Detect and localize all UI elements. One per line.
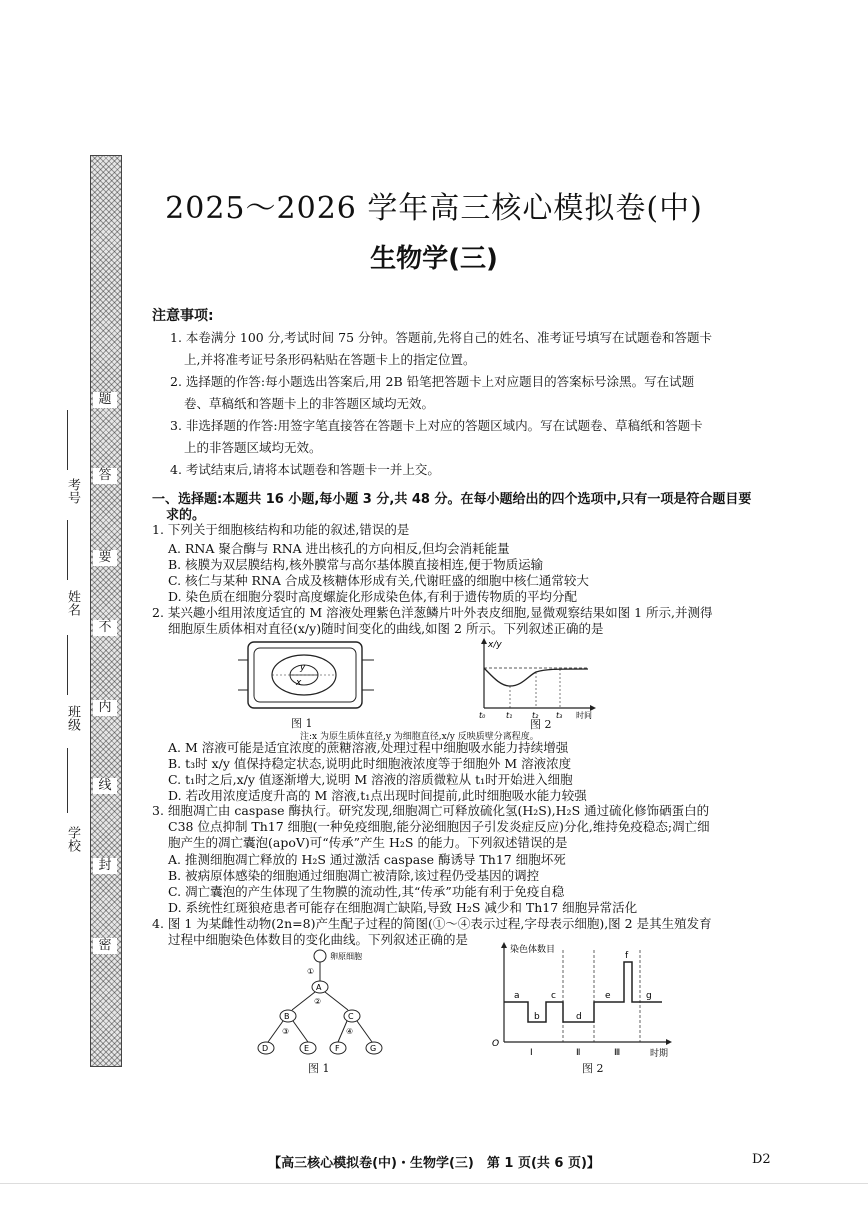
- segment-a: a: [514, 991, 520, 1001]
- tick-t2: t₂: [532, 711, 539, 720]
- question-stem: 过程中细胞染色体数目的变化曲线。下列叙述正确的是: [168, 932, 469, 947]
- label-banji: 班级: [65, 705, 80, 731]
- question-stem: 4. 图 1 为某雌性动物(2n=8)产生配子过程的简图(①～④表示过程,字母表示细胞),图 2 是其生殖发育: [152, 916, 712, 931]
- notice-line: 3. 非选择题的作答:用签字笔直接答在答题卡上对应的答题区域内。写在试题卷、草稿纸和答题卡: [170, 418, 703, 433]
- chromosome-count-chart: [490, 940, 690, 1060]
- label-kaohao: 考号: [65, 478, 80, 504]
- segment-e: e: [605, 991, 611, 1001]
- figure-caption: 图 1: [308, 1062, 330, 1075]
- x-axis-label: 时间: [576, 711, 592, 720]
- origin-label: O: [492, 1039, 500, 1049]
- figure-caption: 图 1: [291, 717, 313, 730]
- figure-caption: 图 2: [530, 718, 552, 731]
- step-4: ④: [346, 1027, 354, 1036]
- ratio-curve-chart: [470, 636, 610, 720]
- y-axis-label: x/y: [488, 640, 502, 650]
- question-stem: 2. 某兴趣小组用浓度适宜的 M 溶液处理紫色洋葱鳞片叶外表皮细胞,显微观察结果如图 1 所示,并测得: [152, 605, 713, 620]
- page-subtitle: 生物学(三): [370, 244, 498, 274]
- node-B: B: [284, 1012, 290, 1021]
- page-title: 2025～2026 学年高三核心模拟卷(中): [165, 191, 703, 226]
- step-1: ①: [307, 967, 315, 976]
- label-xuexiao: 学校: [65, 826, 80, 852]
- option: B. t₃时 x/y 值保持稳定状态,说明此时细胞液浓度等于细胞外 M 溶液浓度: [168, 756, 572, 771]
- section-heading-line: 求的。: [166, 508, 206, 523]
- tick-t3: t₃: [556, 711, 563, 720]
- bottom-divider: [0, 1183, 868, 1184]
- option: D. 系统性红斑狼疮患者可能存在细胞凋亡缺陷,导致 H₂S 减少和 Th17 细胞异常活化: [168, 900, 638, 915]
- option: C. t₁时之后,x/y 值逐渐增大,说明 M 溶液的溶质微粒从 t₁时开始进入细胞: [168, 772, 573, 787]
- label-line: [67, 410, 68, 470]
- section-heading: [152, 492, 792, 524]
- stage-III: Ⅲ: [614, 1048, 621, 1058]
- seal-char: 封: [93, 858, 117, 874]
- option: C. 凋亡囊泡的产生体现了生物膜的流动性,其“传承”功能有利于免疫自稳: [168, 884, 565, 899]
- page-footer: 【高三核心模拟卷(中)・生物学(三) 第 1 页(共 6 页)】: [268, 1156, 600, 1171]
- node-E: E: [304, 1044, 310, 1053]
- segment-g: g: [646, 991, 652, 1001]
- seal-char: 密: [93, 938, 117, 954]
- tick-t0: t₀: [479, 711, 486, 720]
- segment-f: f: [625, 951, 629, 961]
- oogenesis-tree-diagram: [250, 948, 400, 1060]
- question-stem: 3. 细胞凋亡由 caspase 酶执行。研究发现,细胞凋亡可释放硫化氢(H₂S),H₂S 通过硫化修饰硒蛋白的: [152, 803, 710, 818]
- paper-code: D2: [752, 1152, 771, 1167]
- question-stem: 细胞原生质体相对直径(x/y)随时间变化的曲线,如图 2 所示。下列叙述正确的是: [168, 621, 604, 636]
- notice-line: 上的非答题区域均无效。: [184, 440, 322, 455]
- seal-char: 线: [93, 778, 117, 794]
- fig-label-x: x: [296, 678, 302, 688]
- stage-II: Ⅱ: [576, 1048, 581, 1058]
- tick-t1: t₁: [506, 711, 513, 720]
- fig-label-y: y: [300, 663, 306, 673]
- binding-strip: [90, 155, 122, 1067]
- option: B. 核膜为双层膜结构,核外膜常与高尔基体膜直接相连,便于物质运输: [168, 557, 544, 572]
- tree-top-label: 卵原细胞: [330, 952, 362, 961]
- stage-I: Ⅰ: [530, 1048, 533, 1058]
- notice-line: 1. 本卷满分 100 分,考试时间 75 分钟。答题前,先将自己的姓名、准考证号填写在试题卷和答题卡: [170, 330, 713, 345]
- node-G: G: [370, 1044, 377, 1053]
- question-stem: C38 位点抑制 Th17 细胞(一种免疫细胞,能分泌细胞因子引发炎症反应)分化,维持免疫稳态;凋亡细: [168, 819, 710, 834]
- node-D: D: [262, 1044, 269, 1053]
- option: A. RNA 聚合酶与 RNA 进出核孔的方向相反,但均会消耗能量: [168, 541, 510, 556]
- seal-char: 答: [93, 468, 117, 484]
- segment-d: d: [576, 1012, 582, 1022]
- option: D. 染色质在细胞分裂时高度螺旋化形成染色体,有利于遗传物质的平均分配: [168, 589, 577, 604]
- section-heading-line: 一、选择题:本题共 16 小题,每小题 3 分,共 48 分。在每小题给出的四个选项中,只有一项是符合题目要: [152, 492, 752, 507]
- node-C: C: [348, 1012, 354, 1021]
- figure-note: 注:x 为原生质体直径,y 为细胞直径,x/y 反映质壁分离程度。: [300, 732, 539, 742]
- seal-char: 不: [93, 620, 117, 636]
- seal-char: 题: [93, 392, 117, 408]
- label-line: [67, 520, 68, 580]
- option: A. 推测细胞凋亡释放的 H₂S 通过激活 caspase 酶诱导 Th17 细胞坏死: [168, 852, 566, 867]
- node-A: A: [316, 983, 322, 992]
- y-axis-label: 染色体数目: [510, 945, 556, 955]
- question-stem: 胞产生的凋亡囊泡(apoV)可“传承”产生 H₂S 的能力。下列叙述错误的是: [168, 835, 568, 850]
- label-line: [67, 635, 68, 695]
- notice-line: 2. 选择题的作答:每小题选出答案后,用 2B 铅笔把答题卡上对应题目的答案标号涂黑。写在试题: [170, 374, 695, 389]
- segment-b: b: [534, 1012, 540, 1022]
- notice-line: 卷、草稿纸和答题卡上的非答题区域均无效。: [184, 396, 435, 411]
- option: D. 若改用浓度适度升高的 M 溶液,t₁点出现时间提前,此时细胞吸水能力较强: [168, 788, 587, 803]
- option: A. M 溶液可能是适宜浓度的蔗糖溶液,处理过程中细胞吸水能力持续增强: [168, 740, 569, 755]
- notice-heading: 注意事项:: [152, 308, 214, 324]
- node-F: F: [335, 1044, 340, 1053]
- seal-char: 内: [93, 700, 117, 716]
- option: C. 核仁与某种 RNA 合成及核糖体形成有关,代谢旺盛的细胞中核仁通常较大: [168, 573, 589, 588]
- x-axis-label: 时期: [650, 1049, 669, 1059]
- segment-c: c: [551, 991, 556, 1001]
- label-line: [67, 748, 68, 813]
- figure-caption: 图 2: [582, 1062, 604, 1075]
- notice-line: 上,并将准考证号条形码粘贴在答题卡上的指定位置。: [184, 352, 476, 367]
- step-3: ③: [282, 1027, 290, 1036]
- step-2: ②: [314, 997, 322, 1006]
- label-xingming: 姓名: [65, 590, 80, 616]
- chromosome-step-line: [504, 962, 662, 1022]
- seal-char: 要: [93, 550, 117, 566]
- option: B. 被病原体感染的细胞通过细胞凋亡被清除,该过程仍受基因的调控: [168, 868, 540, 883]
- question-stem: 1. 下列关于细胞核结构和功能的叙述,错误的是: [152, 522, 410, 537]
- notice-line: 4. 考试结束后,请将本试题卷和答题卡一并上交。: [170, 462, 440, 477]
- cell-diagram: [236, 640, 376, 715]
